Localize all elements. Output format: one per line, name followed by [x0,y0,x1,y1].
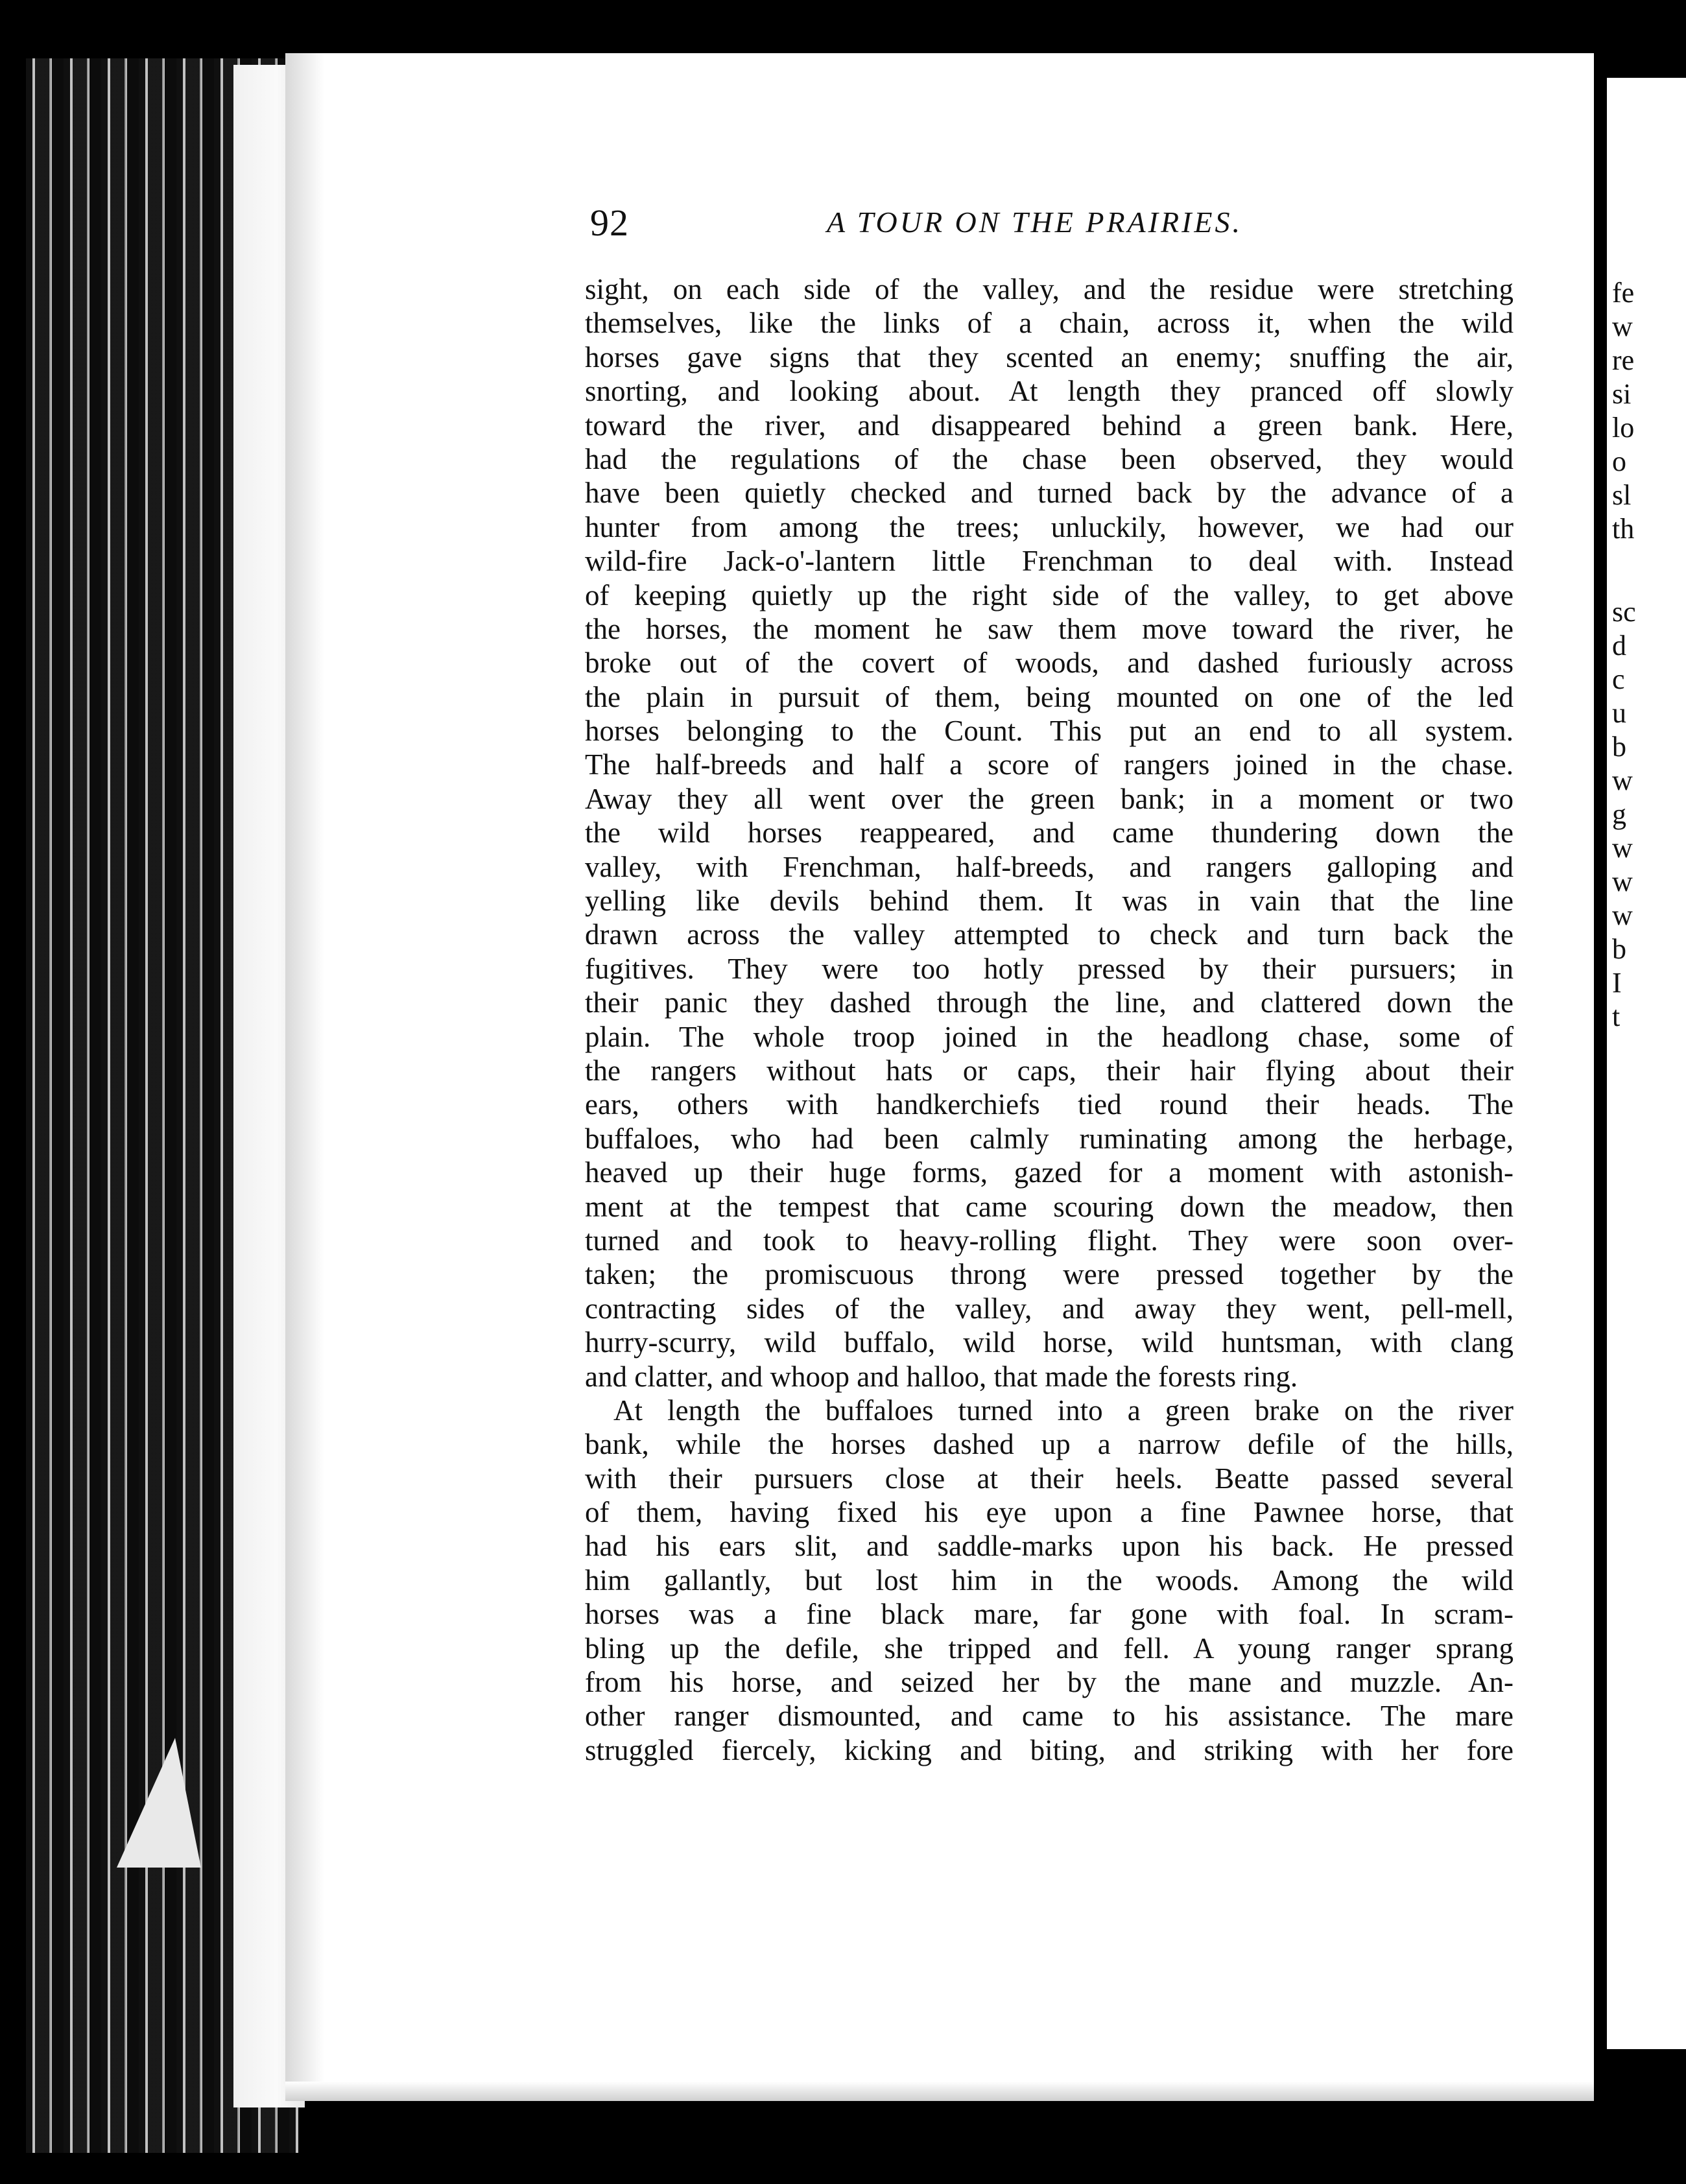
text-line: snorting, and looking about. At length they pranced off slowly [585,375,1514,408]
fragment-text: g [1612,798,1626,830]
text-line: horses belonging to the Count. This put an end to all system. [585,715,1514,748]
fragment-text: sl [1612,479,1632,511]
text-line: and clatter, and whoop and halloo, that made the forests ring. [585,1360,1298,1393]
fragment-text: lo [1612,412,1635,444]
fragment-text: si [1612,378,1632,410]
text-line: their panic they dashed through the line, and clattered down the [585,986,1514,1019]
body-text [585,272,1514,1767]
folded-page-corner [117,1738,201,1868]
fragment-text: d [1612,630,1626,661]
running-title: A TOUR ON THE PRAIRIES. [827,206,1242,239]
text-line: of them, having fixed his eye upon a fine Pawnee horse, that [585,1496,1514,1529]
text-line: themselves, like the links of a chain, across it, when the wild [585,307,1514,340]
text-line: wild-fire Jack-o'-lantern little Frenchman to deal with. Instead [585,545,1514,578]
fragment-text: b [1612,731,1626,763]
fragment-text: th [1612,513,1635,545]
text-line: The half-breeds and half a score of rangers joined in the chase. [585,748,1514,781]
text-line: hurry-scurry, wild buffalo, wild horse, wild huntsman, with clang [585,1326,1514,1359]
text-line: of keeping quietly up the right side of the valley, to get above [585,578,1514,611]
paragraph [585,272,1514,1394]
text-line: turned and took to heavy-rolling flight. They were soon over- [585,1224,1514,1257]
text-line: taken; the promiscuous throng were pressed together by the [585,1258,1514,1291]
fragment-text: w [1612,899,1633,931]
text-line: from his horse, and seized her by the mane and muzzle. An- [585,1666,1514,1699]
fragment-text: b [1612,933,1626,965]
text-line: yelling like devils behind them. It was in vain that the line [585,884,1514,918]
text-line: the rangers without hats or caps, their hair flying about their [585,1054,1514,1087]
fragment-text: re [1612,344,1635,376]
text-line: contracting sides of the valley, and away they went, pell-mell, [585,1292,1514,1325]
fragment-text: u [1612,697,1626,729]
fragment-text: I [1612,967,1622,999]
text-line: have been quietly checked and turned back by the advance of a [585,477,1514,510]
adjacent-page-fragment [1607,78,1686,2049]
fragment-text: sc [1612,596,1636,628]
fragment-text: t [1612,1001,1621,1032]
text-line: other ranger dismounted, and came to his assistance. The mare [585,1700,1514,1733]
text-line: hunter from among the trees; unluckily, however, we had our [585,510,1514,543]
fragment-text: o [1612,445,1626,477]
text-line: bank, while the horses dashed up a narrow defile of the hills, [585,1428,1514,1461]
text-line: had his ears slit, and saddle-marks upon his back. He pressed [585,1530,1514,1563]
fragment-text: fe [1612,277,1635,309]
fragment-text: c [1612,663,1625,695]
page-gutter-shadow [285,53,324,2089]
text-line: the wild horses reappeared, and came thundering down the [585,816,1514,849]
text-line: had the regulations of the chase been observed, they would [585,442,1514,475]
text-line: horses gave signs that they scented an enemy; snuffing the air, [585,340,1514,374]
text-line: plain. The whole troop joined in the headlong chase, some of [585,1020,1514,1053]
text-line: the horses, the moment he saw them move toward the river, he [585,612,1514,645]
fragment-text: w [1612,832,1633,864]
text-line: drawn across the valley attempted to check and turn back the [585,918,1514,951]
fragment-text: w [1612,311,1633,342]
text-line: heaved up their huge forms, gazed for a moment with astonish- [585,1156,1514,1189]
text-line: At length the buffaloes turned into a green brake on the river [613,1394,1514,1427]
page-bottom-edge [285,2082,1594,2101]
text-line: valley, with Frenchman, half-breeds, and rangers galloping and [585,850,1514,883]
fragment-text: w [1612,866,1633,897]
text-line: struggled fiercely, kicking and biting, and striking with her fore [585,1733,1514,1766]
text-line: him gallantly, but lost him in the woods. Among the wild [585,1563,1514,1596]
fragment-text: w [1612,765,1633,796]
text-line: with their pursuers close at their heels. Beatte passed several [585,1462,1514,1495]
text-line: ears, others with handkerchiefs tied round their heads. The [585,1088,1514,1121]
text-line: toward the river, and disappeared behind a green bank. Here, [585,409,1514,442]
page-header [590,201,1336,246]
text-line: the plain in pursuit of them, being mounted on one of the led [585,680,1514,713]
page-number: 92 [590,202,629,244]
text-line: horses was a fine black mare, far gone with foal. In scram- [585,1598,1514,1631]
text-line: Away they all went over the green bank; in a moment or two [585,782,1514,815]
paragraph [585,1394,1514,1767]
text-line: sight, on each side of the valley, and the residue were stretching [585,273,1514,305]
text-line: bling up the defile, she tripped and fell. A young ranger sprang [585,1632,1514,1665]
text-line: ment at the tempest that came scouring down the meadow, then [585,1190,1514,1223]
text-line: fugitives. They were too hotly pressed by their pursuers; in [585,952,1514,985]
text-line: buffaloes, who had been calmly ruminating among the herbage, [585,1122,1514,1155]
text-line: broke out of the covert of woods, and dashed furiously across [585,647,1514,680]
